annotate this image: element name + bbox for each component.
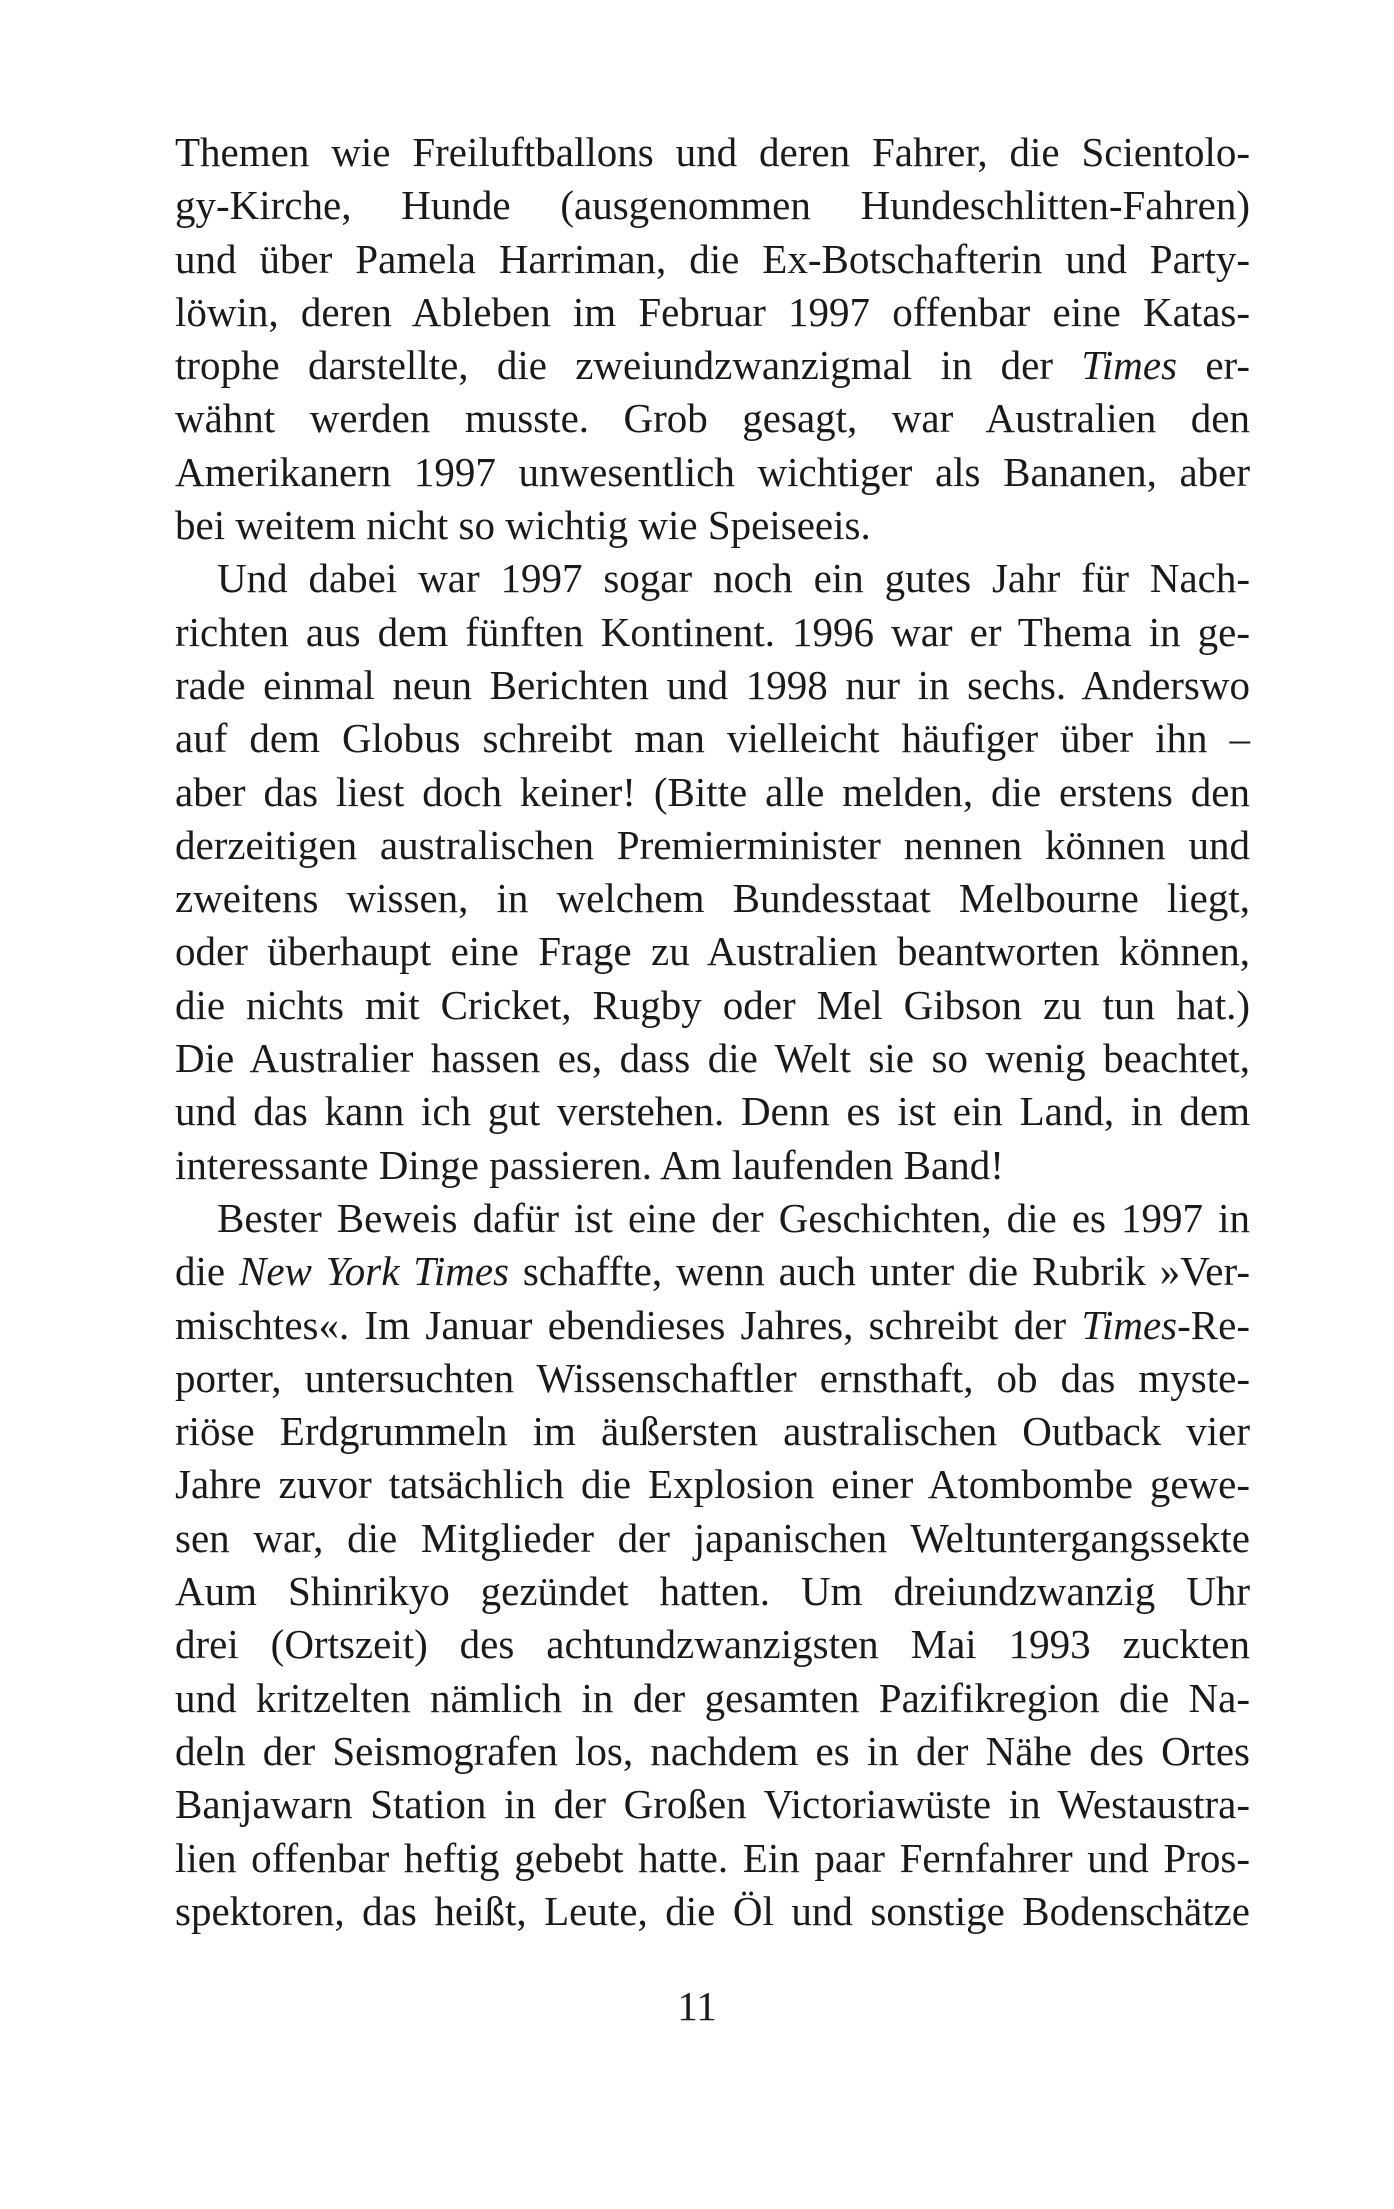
text-run: -Re-: [1177, 1301, 1250, 1348]
text-run: Amerikanern 1997 unwesentlich wichtiger als Bananen, aber: [175, 448, 1250, 495]
text-run: mischtes«. Im Januar ebendieses Jahres, schreibt der: [175, 1301, 1082, 1348]
text-run: Aum Shinrikyo gezündet hatten. Um dreiundzwanzig Uhr: [175, 1568, 1250, 1615]
text-line: [175, 499, 1250, 552]
text-line: [175, 552, 1250, 605]
text-run: und über Pamela Harriman, die Ex-Botschafterin und Party-: [175, 235, 1250, 282]
text-line: [175, 925, 1250, 978]
text-run: zweitens wissen, in welchem Bundesstaat Melbourne liegt,: [175, 875, 1250, 922]
text-run: spektoren, das heißt, Leute, die Öl und sonstige Bodenschätze: [175, 1887, 1250, 1934]
text-run: interessante Dinge passieren. Am laufenden Band!: [175, 1141, 1004, 1188]
text-run: Die Australier hassen es, dass die Welt sie so wenig beachtet,: [175, 1035, 1250, 1082]
text-run: Themen wie Freiluftballons und deren Fahrer, die Scientolo-: [175, 129, 1250, 175]
text-run: sen war, die Mitglieder der japanischen Weltuntergangssekte: [175, 1514, 1250, 1561]
text-line: [175, 659, 1250, 712]
text-run: riöse Erdgrummeln im äußersten australischen Outback vier: [175, 1408, 1250, 1455]
text-run: und das kann ich gut verstehen. Denn es ist ein Land, in dem: [175, 1088, 1250, 1135]
text-run: und kritzelten nämlich in der gesamten Pazifikregion die Na-: [175, 1674, 1250, 1721]
text-line: [175, 1032, 1250, 1085]
text-run: drei (Ortszeit) des achtundzwanzigsten Mai 1993 zuckten: [175, 1621, 1250, 1668]
text-line: [175, 606, 1250, 659]
text-run: rade einmal neun Berichten und 1998 nur in sechs. Anderswo: [175, 661, 1250, 708]
text-line: [175, 1085, 1250, 1138]
text-line: [175, 1832, 1250, 1885]
text-line: [175, 872, 1250, 925]
text-run: wähnt werden musste. Grob gesagt, war Australien den: [175, 395, 1250, 442]
text-line: [175, 446, 1250, 499]
text-run: gy-Kirche, Hunde (ausgenommen Hundeschlitten-Fahren): [175, 182, 1250, 229]
paragraph: [175, 1192, 1250, 1938]
text-line: [175, 1192, 1250, 1245]
italic-title: Times: [1081, 342, 1178, 389]
paragraph: [175, 552, 1250, 1192]
text-line: [175, 126, 1250, 179]
text-line: [175, 1299, 1250, 1352]
text-run: oder überhaupt eine Frage zu Australien beantworten können,: [175, 928, 1250, 975]
text-run: Und dabei war 1997 sogar noch ein gutes Jahr für Nach-: [217, 555, 1250, 602]
text-line: [175, 1778, 1250, 1831]
text-run: lien offenbar heftig gebebt hatte. Ein paar Fernfahrer und Pros-: [175, 1834, 1250, 1881]
text-run: auf dem Globus schreibt man vielleicht häufiger über ihn –: [175, 715, 1250, 762]
text-line: [175, 1245, 1250, 1298]
text-run: die nichts mit Cricket, Rugby oder Mel Gibson zu tun hat.): [175, 981, 1250, 1028]
text-line: [175, 339, 1250, 392]
text-run: bei weitem nicht so wichtig wie Speiseeis.: [175, 502, 871, 549]
text-run: trophe darstellte, die zweiundzwanzigmal in der: [175, 342, 1082, 389]
text-line: [175, 286, 1250, 339]
text-run: die: [175, 1248, 239, 1295]
page-number: 11: [677, 1983, 717, 2029]
text-run: Bester Beweis dafür ist eine der Geschichten, die es 1997 in: [217, 1194, 1250, 1241]
text-line: [175, 1885, 1250, 1938]
text-run: deln der Seismografen los, nachdem es in der Nähe des Ortes: [175, 1727, 1250, 1774]
text-run: aber das liest doch keiner! (Bitte alle melden, die erstens den: [175, 768, 1250, 815]
paragraph: [175, 126, 1250, 552]
text-run: löwin, deren Ableben im Februar 1997 offenbar eine Katas-: [175, 288, 1250, 335]
text-line: [175, 233, 1250, 286]
italic-title: New York Times: [238, 1248, 509, 1295]
text-line: [175, 392, 1250, 445]
text-run: Jahre zuvor tatsächlich die Explosion einer Atombombe gewe-: [175, 1461, 1250, 1508]
body-text: [175, 126, 1250, 1938]
text-run: er-: [1177, 342, 1251, 389]
italic-title: Times: [1081, 1301, 1178, 1348]
text-line: [175, 179, 1250, 232]
text-line: [175, 1725, 1250, 1778]
text-run: porter, untersuchten Wissenschaftler ernsthaft, ob das myste-: [175, 1354, 1250, 1401]
text-line: [175, 712, 1250, 765]
text-line: [175, 766, 1250, 819]
text-line: [175, 1458, 1250, 1511]
text-line: [175, 1405, 1250, 1458]
text-run: derzeitigen australischen Premierminister nennen können und: [175, 821, 1250, 868]
text-line: [175, 1672, 1250, 1725]
text-line: [175, 979, 1250, 1032]
text-run: schaffte, wenn auch unter die Rubrik »Ver-: [508, 1248, 1250, 1295]
text-line: [175, 1352, 1250, 1405]
text-line: [175, 819, 1250, 872]
text-line: [175, 1512, 1250, 1565]
text-line: [175, 1565, 1250, 1618]
text-run: richten aus dem fünften Kontinent. 1996 war er Thema in ge-: [175, 608, 1250, 655]
text-line: [175, 1139, 1250, 1192]
text-line: [175, 1618, 1250, 1671]
text-run: Banjawarn Station in der Großen Victoriawüste in Westaustra-: [175, 1781, 1250, 1828]
